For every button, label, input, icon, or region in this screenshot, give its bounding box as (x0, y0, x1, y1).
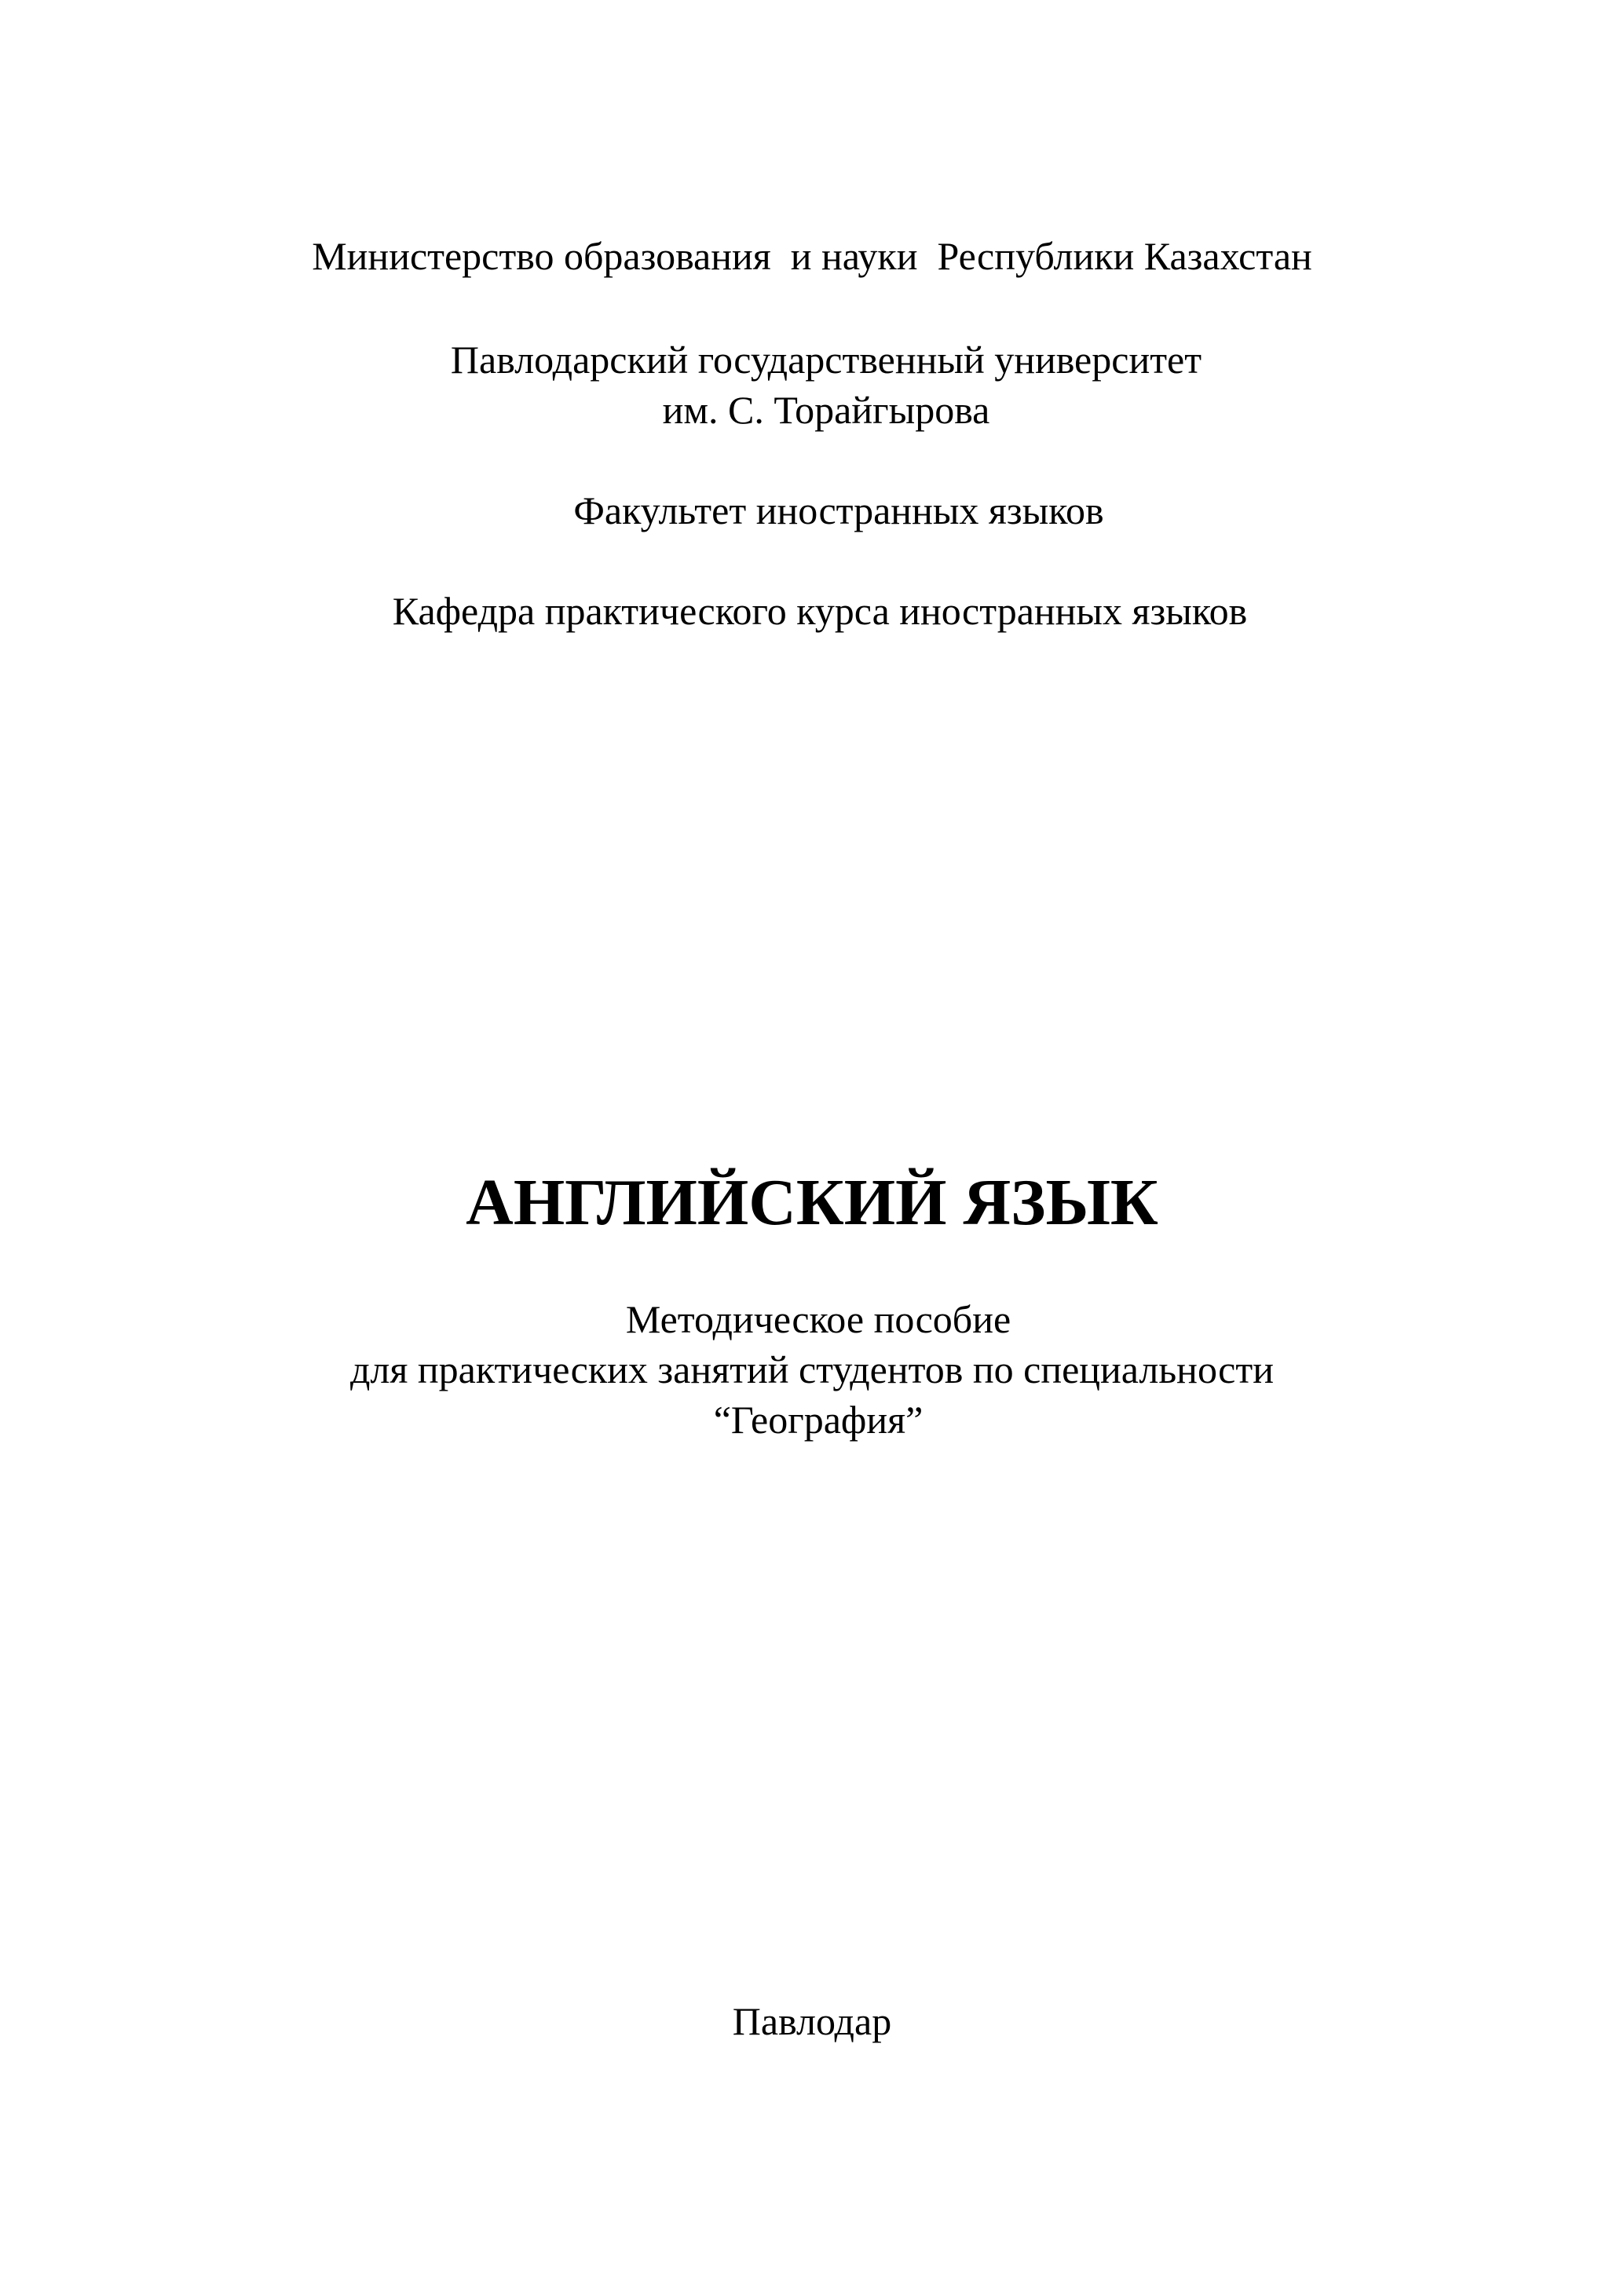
department-name: Кафедра практического курса иностранных языков (392, 589, 1248, 633)
faculty-name: Факультет иностранных языков (573, 488, 1104, 532)
university-namesake: им. С. Торайгырова (662, 388, 990, 432)
publication-city: Павлодар (732, 1999, 892, 2043)
subtitle-specialty: “География” (713, 1398, 924, 1442)
document-title: АНГЛИЙСКИЙ ЯЗЫК (466, 1166, 1158, 1239)
ministry-name: Министерство образования и науки Республики Казахстан (312, 234, 1312, 278)
subtitle-type: Методическое пособие (625, 1297, 1011, 1341)
university-name: Павлодарский государственный университет (450, 338, 1202, 382)
subtitle-purpose: для практических занятий студентов по специальности (349, 1347, 1274, 1391)
